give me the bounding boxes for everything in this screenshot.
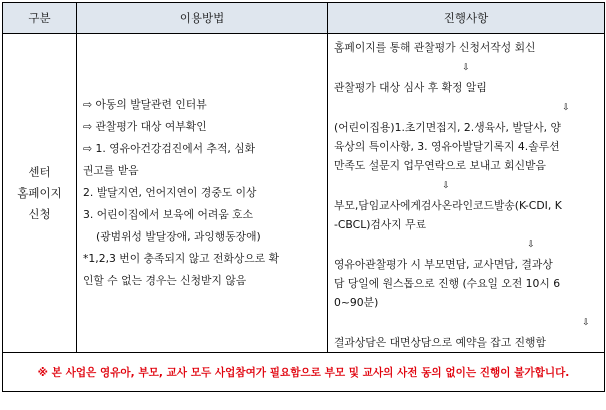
- progress-cell: [328, 34, 605, 353]
- progress-step-line: 부모,담임교사에게검사온라인코드발송(K-CDI, K: [334, 199, 562, 212]
- method-line: 권고를 받음: [83, 164, 139, 177]
- method-line: ⇨ 관찰평가 대상 여부확인: [83, 120, 207, 133]
- service-table-container: [2, 2, 604, 408]
- category-line: 센터: [28, 164, 51, 179]
- method-line: (광범위성 발달장애, 과잉행동장애): [96, 230, 261, 243]
- header-progress: 진행사항: [328, 3, 605, 34]
- down-arrow-icon: ⇩: [442, 181, 450, 191]
- category-cell: [3, 34, 77, 353]
- progress-step-line: 0~90분): [334, 296, 379, 309]
- method-line: 3. 어린이집에서 보육에 어려움 호소: [83, 208, 254, 221]
- progress-step-line: 영유아관찰평가 시 부모면담, 교사면담, 결과상: [334, 258, 553, 271]
- consent-notice: ※ 본 사업은 영유아, 부모, 교사 모두 사업참여가 필요함으로 부모 및 교사의 사전 동의 없이는 진행이 불가합니다.: [3, 353, 605, 392]
- method-line: 인할 수 없는 경우는 신청받지 않음: [83, 274, 247, 287]
- header-method: 이용방법: [77, 3, 328, 34]
- service-table: [2, 2, 605, 392]
- category-line: 신청: [28, 206, 51, 221]
- method-line: ⇨ 아동의 발달관련 인터뷰: [83, 98, 207, 111]
- progress-step-line: 결과상담은 대면상담으로 예약을 잡고 진행함: [334, 336, 546, 349]
- progress-step-line: -CBCL)검사지 무료: [334, 218, 426, 231]
- method-cell: [77, 34, 328, 353]
- progress-step-line: 홈페이지를 통해 관찰평가 신청서작성 회신: [334, 41, 536, 54]
- progress-step-line: 관찰평가 대상 심사 후 확정 알림: [334, 81, 487, 94]
- table-header-row: [3, 3, 605, 34]
- method-line: 2. 발달지연, 언어지연이 경중도 이상: [83, 186, 257, 199]
- category-line: 홈페이지: [17, 185, 62, 200]
- progress-step-line: 담 당일에 원스톱으로 진행 (수요일 오전 10시 6: [334, 277, 561, 290]
- header-category: 구분: [3, 3, 77, 34]
- table-body-row: [3, 34, 605, 353]
- progress-step-line: 육상의 특이사항, 3. 영유아발달기록지 4.솔루션: [334, 140, 560, 153]
- progress-step-line: 만족도 설문지 업무연락으로 보내고 회신받음: [334, 159, 546, 172]
- method-line: *1,2,3 번이 충족되지 않고 전화상으로 확: [83, 252, 280, 265]
- down-arrow-icon: ⇩: [582, 318, 590, 328]
- down-arrow-icon: ⇩: [562, 103, 570, 113]
- progress-step-line: (어린이집용)1.초기면접지, 2.생육사, 발달사, 양: [334, 121, 561, 134]
- down-arrow-icon: ⇩: [462, 63, 470, 73]
- down-arrow-icon: ⇩: [527, 240, 535, 250]
- method-line: ⇨ 1. 영유아건강검진에서 추적, 심화: [83, 142, 256, 155]
- notice-row: [3, 353, 605, 392]
